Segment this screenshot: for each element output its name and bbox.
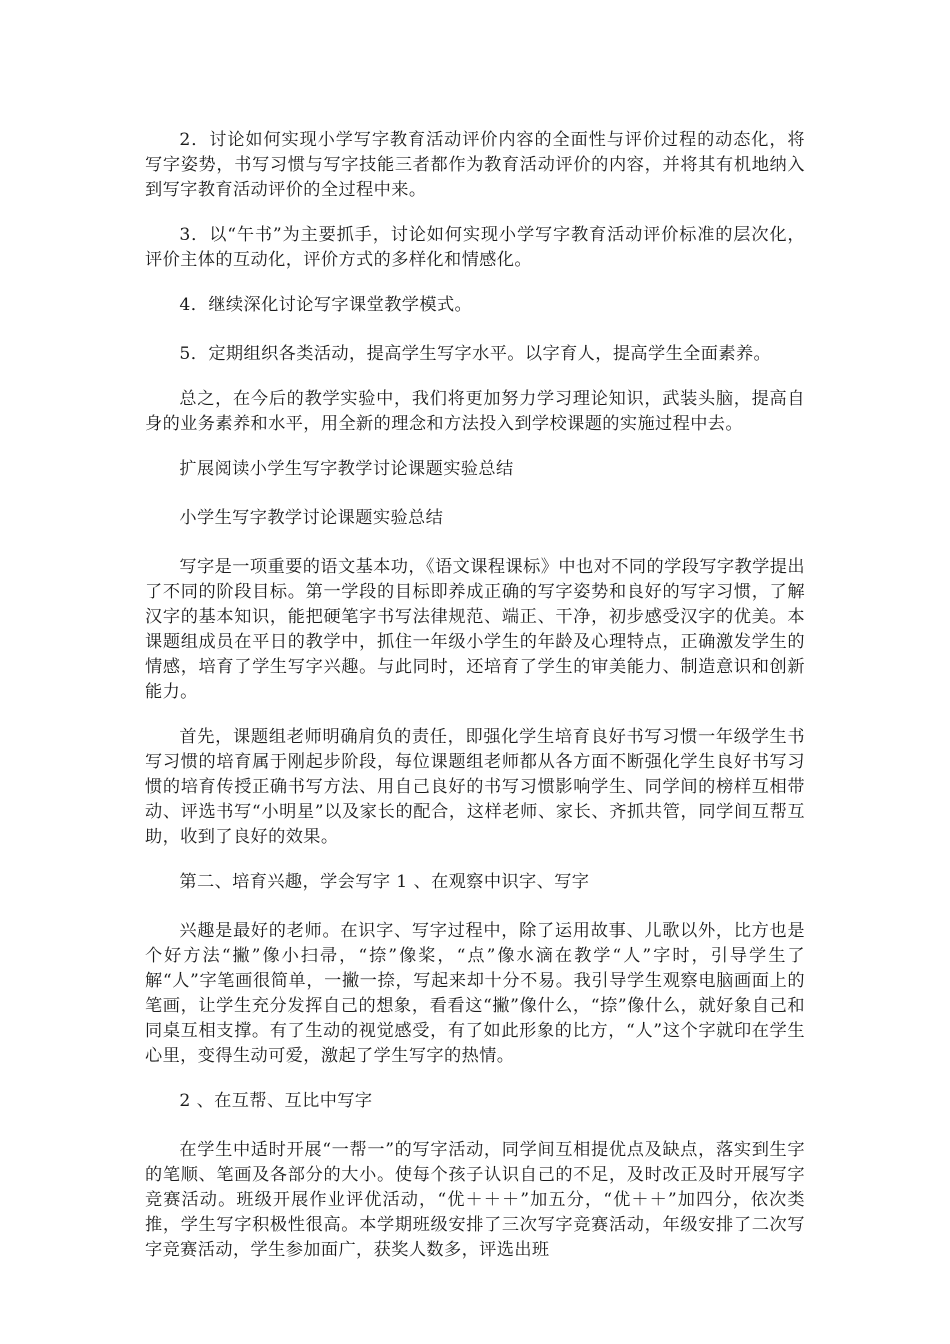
paragraph-item-4: 4．继续深化讨论写字课堂教学模式。 bbox=[179, 295, 473, 315]
document-page bbox=[145, 128, 805, 1283]
paragraph-item-2: 2．讨论如何实现小学写字教育活动评价内容的全面性与评价过程的动态化，将写字姿势，书写习惯与写字技能三者都作为教育活动评价的内容，并将其有机地纳入到写字教育活动评价的全过程中来。 bbox=[145, 130, 805, 200]
section-title: 小学生写字教学讨论课题实验总结 bbox=[179, 508, 444, 528]
paragraph-intro: 写字是一项重要的语文基本功，《语文课程课标》中也对不同的学段写字教学提出了不同的阶段目标。第一学段的目标即养成正确的写字姿势和良好的写字习惯，了解汉字的基本知识，能把硬笔字书写法律规范、端正、干净，初步感受汉字的优美。本课题组成员在平日的教学中，抓住一年级小学生的年龄及心理特点，正确激发学生的情感，培育了学生写字兴趣。与此同时，还培育了学生的审美能力、制造意识和创新能力。 bbox=[145, 557, 805, 702]
paragraph-conclusion: 总之，在今后的教学实验中，我们将更加努力学习理论知识，武装头脑，提高自身的业务素养和水平，用全新的理念和方法投入到学校课题的实施过程中去。 bbox=[145, 389, 805, 434]
subheading-mutual-help: 2 、在互帮、互比中写字 bbox=[179, 1091, 373, 1111]
extended-reading-heading: 扩展阅读小学生写字教学讨论课题实验总结 bbox=[179, 459, 514, 479]
subheading-second: 第二、培育兴趣，学会写字 1 、在观察中识字、写字 bbox=[179, 872, 590, 892]
paragraph-mutual-help: 在学生中适时开展“一帮一”的写字活动，同学间互相提优点及缺点，落实到生字的笔顺、笔画及各部分的大小。使每个孩子认识自己的不足，及时改正及时开展写字竞赛活动。班级开展作业评优活动，“优＋＋＋”加五分，“优＋＋”加四分，依次类推，学生写字积极性很高。本学期班级安排了三次写字竞赛活动，年级安排了二次写字竞赛活动，学生参加面广，获奖人数多，评选出班 bbox=[145, 1140, 805, 1260]
paragraph-interest: 兴趣是最好的老师。在识字、写字过程中，除了运用故事、儿歌以外，比方也是个好方法“撇”像小扫帚，“捺”像桨，“点”像水滴在教学“人”字时，引导学生了解“人”字笔画很简单，一撇一捺，写起来却十分不易。我引导学生观察电脑画面上的笔画，让学生充分发挥自己的想象，看看这“撇”像什么，“捺”像什么，就好象自己和同桌互相支撑。有了生动的视觉感受，有了如此形象的比方，“人”这个字就印在学生心里，变得生动可爱，激起了学生写字的热情。 bbox=[145, 921, 805, 1066]
paragraph-item-5: 5．定期组织各类活动，提高学生写字水平。以字育人，提高学生全面素养。 bbox=[179, 344, 772, 364]
paragraph-item-3: 3．以“午书”为主要抓手，讨论如何实现小学写字教育活动评价标准的层次化，评价主体的互动化，评价方式的多样化和情感化。 bbox=[145, 225, 805, 270]
paragraph-first: 首先，课题组老师明确肩负的责任，即强化学生培育良好书写习惯一年级学生书写习惯的培育属于刚起步阶段，每位课题组老师都从各方面不断强化学生良好书写习惯的培育传授正确书写方法、用自己良好的书写习惯影响学生、同学间的榜样互相带动、评选书写“小明星”以及家长的配合，这样老师、家长、齐抓共管，同学间互帮互助，收到了良好的效果。 bbox=[145, 727, 805, 847]
